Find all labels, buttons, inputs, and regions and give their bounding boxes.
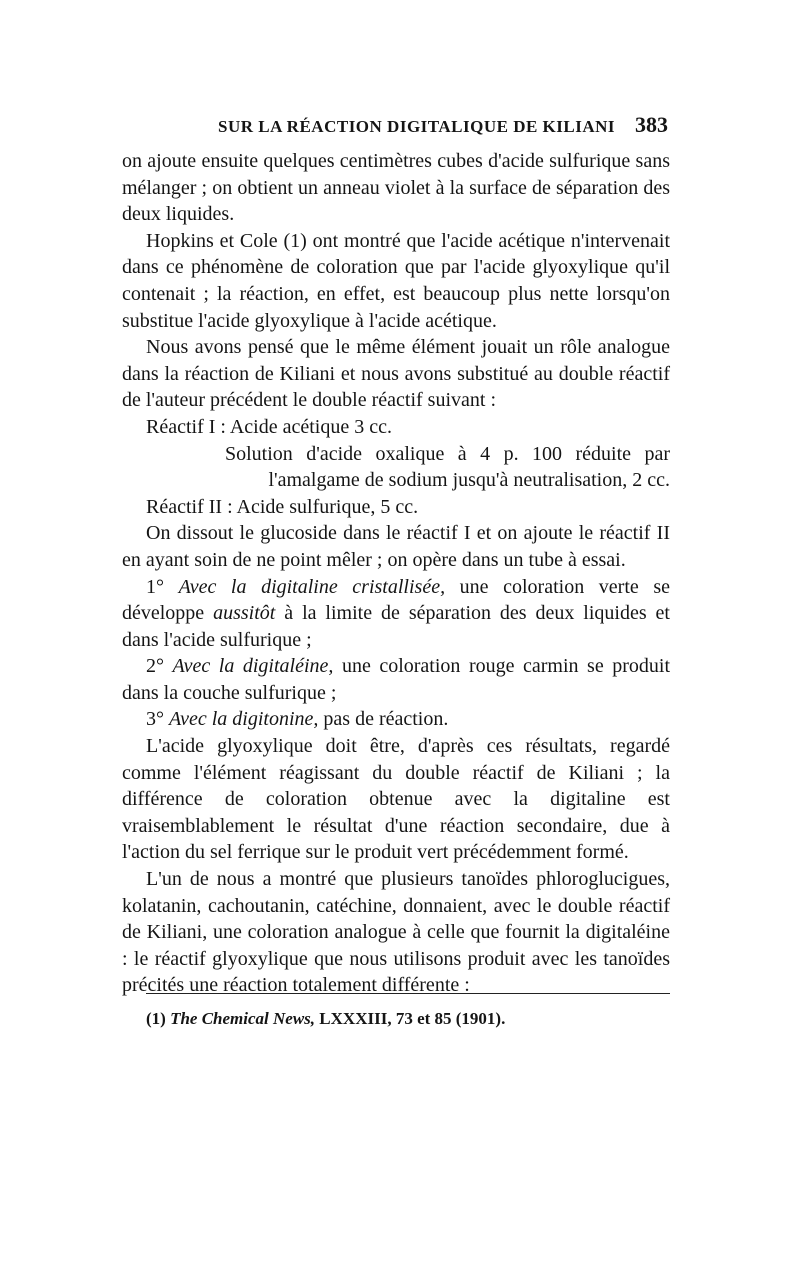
item-1-italic-2: aussitôt [213, 602, 276, 625]
item-1-italic: Avec la digitaline cristallisée, [178, 575, 446, 598]
item-3-italic: Avec la digitonine, [169, 708, 319, 731]
footnote-rule [146, 993, 670, 994]
footnote-marker: (1) [146, 1009, 166, 1028]
item-2-number: 2° [146, 655, 164, 678]
paragraph-5: L'acide glyoxylique doit être, d'après ces résultats, regardé comme l'élément réagissant du double réactif de Kiliani ; la différence de coloration obtenue avec la digitaline est vraisemblablement le résultat d'une réaction secondaire, due à l'action du sel ferrique sur le produit vert précédemment formé. [122, 735, 670, 864]
item-1 [122, 574, 670, 654]
reactif-2: Réactif II : Acide sulfurique, 5 cc. [146, 495, 419, 518]
body-text [122, 148, 670, 999]
item-3-text: pas de réaction. [318, 708, 449, 731]
item-3-number: 3° [146, 708, 164, 731]
item-1-number: 1° [146, 575, 164, 598]
reactif-1-line-a: Réactif I : Acide acétique 3 cc. [146, 415, 392, 438]
item-2-italic: Avec la digitaléine, [172, 655, 334, 678]
item-1-text-a: une coloration verte se développe [122, 575, 671, 625]
paragraph-4: On dissout le glucoside dans le réactif I et on ajoute le réactif II en ayant soin de ne point mêler ; on opère dans un tube à essai. [122, 522, 670, 571]
footnote-ref: LXXXIII, 73 et 85 (1901). [315, 1009, 506, 1028]
footnote-journal: The Chemical News, [170, 1009, 316, 1028]
item-2-text: une coloration rouge carmin se produit dans la couche sulfurique ; [122, 655, 671, 704]
item-3 [122, 706, 670, 733]
paragraph-3: Nous avons pensé que le même élément jouait un rôle analogue dans la réaction de Kiliani et nous avons substitué au double réactif de l'auteur précédent le double réactif suivant : [122, 336, 670, 412]
reactif-1-line-b: Solution d'acide oxalique à 4 p. 100 réduite par [225, 442, 670, 465]
footnote [146, 1009, 670, 1029]
paragraph-1: on ajoute ensuite quelques centimètres cubes d'acide sulfurique sans mélanger ; on obtient un anneau violet à la surface de séparation des deux liquides. [122, 150, 670, 226]
running-header [122, 112, 668, 138]
running-title: SUR LA RÉACTION DIGITALIQUE DE KILIANI [218, 117, 616, 136]
paragraph-6: L'un de nous a montré que plusieurs tanoïdes phloroglucigues, kolatanin, cachoutanin, catéchine, donnaient, avec le double réactif de Kiliani, une coloration analogue à celle que fournit la digitaléine : le réactif glyoxylique que nous utilisons produit avec les tanoïdes précités une réaction totalement différente : [122, 868, 670, 997]
page-number: 383 [635, 112, 668, 137]
item-2 [122, 653, 670, 706]
item-1-text-b: à la limite de séparation des deux liquides et dans l'acide sulfurique ; [122, 602, 670, 651]
reactif-1-line-c: l'amalgame de sodium jusqu'à neutralisation, 2 cc. [268, 469, 670, 492]
paragraph-2: Hopkins et Cole (1) ont montré que l'acide acétique n'intervenait dans ce phénomène de coloration que par l'acide glyoxylique qu'il contenait ; la réaction, en effet, est beaucoup plus nette lorsqu'on substitue l'acide glyoxylique à l'acide acétique. [122, 229, 670, 332]
